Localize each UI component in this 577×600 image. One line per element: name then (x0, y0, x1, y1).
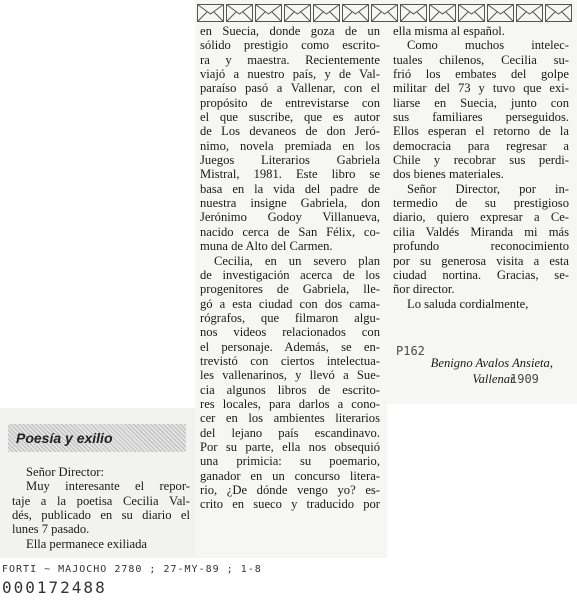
envelope-icon (342, 4, 369, 22)
text-line: nimo, novela premiada en los (200, 138, 380, 153)
text-line: Chile y recobrar sus perdi- (393, 153, 569, 168)
text-line: Por su parte, ella nos obsequió (200, 439, 380, 454)
text-line: les vallenarinos, y llevó a Sue- (200, 368, 380, 383)
envelope-icon (226, 4, 253, 22)
text-line: sólido prestigio como escrito- (200, 38, 380, 53)
text-line: Como muchos intelec- (407, 38, 569, 53)
text-line: viajó a nuestro país, y de Val- (200, 67, 380, 82)
signature-place: Vallenar (472, 372, 515, 386)
footer-archive-code: 000172488 (2, 578, 107, 597)
text-line: rio, ¿De dónde vengo yo? es- (200, 483, 380, 497)
text-line: por su generosa visita a esta (393, 253, 569, 268)
text-line: nuestra insigne Gabriela, don (200, 196, 380, 211)
text-line: el personaje. Además, se en- (200, 339, 380, 354)
text-line: nos videos relacionados con (200, 325, 380, 340)
text-line: crito en sueco y traducido por (200, 497, 380, 512)
right-column (393, 24, 569, 311)
text-line: Señor Director, por in- (407, 181, 569, 196)
text-line: dos bienes materiales. (393, 167, 504, 182)
footer-archive-note: FORTI ~ MAJOCHO 2780 ; 27-MY-89 ; 1-8 (2, 564, 262, 575)
signature-name: Benigno Avalos Ansieta, (430, 356, 553, 370)
text-line: Cecilia, en un severo plan (214, 253, 380, 268)
text-line: trevistó con ciertos intelectua- (200, 353, 380, 368)
text-line: muna de Alto del Carmen. (200, 239, 333, 254)
envelope-icon (458, 4, 485, 22)
envelope-icon (400, 4, 427, 22)
envelope-icon (545, 4, 572, 22)
handwritten-page-ref-left: P162 (396, 344, 425, 358)
text-line: Juegos Literarios Gabriela (200, 153, 380, 168)
text-line: ella misma al español. (393, 24, 505, 38)
handwritten-page-ref-right: 1909 (510, 372, 539, 386)
text-line: paraíso pasó a Vallenar, con el (200, 81, 380, 96)
text-line: liarse en Suecia, junto con (393, 95, 569, 110)
text-line: Ellos esperan el retorno de la (393, 124, 569, 139)
text-line: tuales chilenos, Cecilia su- (393, 52, 569, 67)
text-line: taje a la poetisa Cecilia Val- (12, 493, 190, 508)
text-line: en Suecia, donde goza de un (200, 24, 380, 38)
text-line: frió los embates del golpe (393, 67, 569, 82)
envelope-icon (313, 4, 340, 22)
text-line: democracia para regresar a (393, 138, 569, 153)
envelope-icon (197, 4, 224, 22)
envelope-icon (284, 4, 311, 22)
text-line: ra y maestra. Recientemente (200, 52, 380, 67)
middle-column (200, 24, 380, 512)
text-line: Mistral, 1981. Este libro se (200, 167, 380, 182)
envelope-icon (371, 4, 398, 22)
text-line: de investigación acerca de los (200, 267, 380, 282)
envelope-icon (516, 4, 543, 22)
text-line: basa en la vida del padre de (200, 181, 380, 196)
text-line: gó a esta ciudad con dos cama- (200, 296, 380, 311)
text-line: ciudad nortina. Gracias, se- (393, 267, 569, 282)
text-line: Muy interesante el repor- (26, 479, 190, 494)
text-line: Jerónimo Godoy Villanueva, (200, 210, 380, 225)
envelope-icon (429, 4, 456, 22)
text-line: Lo saluda cordialmente, (407, 296, 529, 311)
text-line: cilia Valdés Miranda mi más (393, 224, 569, 239)
text-line: ñor director. (393, 282, 455, 297)
text-line: Señor Director: (26, 465, 104, 479)
left-column (12, 465, 190, 551)
text-line: del lejano país escandinavo. (200, 425, 380, 440)
text-line: el que suscribe, que es autor (200, 110, 380, 125)
text-line: cer en los ambientes literarios (200, 411, 380, 426)
text-line: ganador en un concurso litera- (200, 468, 380, 483)
text-line: dés, publicado en su diario el (12, 508, 190, 523)
text-line: progenitores de Gabriela, lle- (200, 282, 380, 297)
text-line: propósito de entrevistarse con (200, 95, 380, 110)
text-line: lunes 7 pasado. (12, 522, 90, 537)
text-line: res locales, para darlos a cono- (200, 396, 380, 411)
text-line: termedio de su prestigioso (393, 196, 569, 211)
envelope-icon (255, 4, 282, 22)
text-line: diario, quiero expresar a Ce- (393, 210, 569, 225)
envelope-icon (487, 4, 514, 22)
text-line: Ella permanece exiliada (26, 536, 147, 551)
text-line: rógrafos, que filmaron algu- (200, 310, 380, 325)
text-line: profundo reconocimiento (393, 239, 569, 254)
article-heading: Poesía y exilio (8, 424, 186, 452)
text-line: militar del 73 y tuvo que exi- (393, 81, 569, 96)
text-line: de Los devaneos de don Jeró- (200, 124, 380, 139)
text-line: nacido cerca de San Félix, co- (200, 224, 380, 239)
text-line: cia algunos libros de escrito- (200, 382, 380, 397)
text-line: sus familiares perseguidos. (393, 110, 569, 125)
text-line: una primicia: su poemario, (200, 454, 380, 469)
